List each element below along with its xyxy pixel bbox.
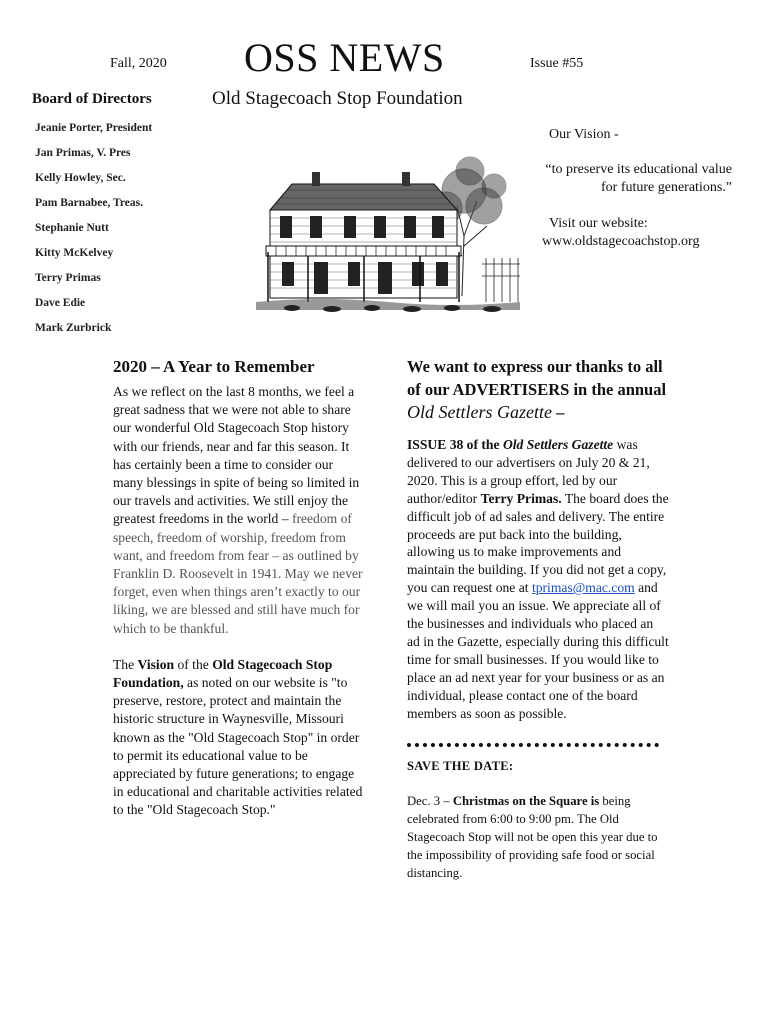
text: The board does the difficult job of ad sales and delivery. The entire proceeds are put back into the building, allowing us to make improvements and maintain the building. If you did not get a copy, you can request one at bbox=[407, 490, 669, 596]
article-heading: 2020 – A Year to Remember bbox=[113, 357, 315, 376]
board-member: Pam Barnabee, Treas. bbox=[35, 197, 143, 209]
advertisers-thanks-article bbox=[407, 355, 669, 894]
board-member: Dave Edie bbox=[35, 297, 86, 309]
gazette-name: Old Settlers Gazette bbox=[502, 437, 614, 452]
board-member: Mark Zurbrick bbox=[35, 322, 112, 334]
dotted-divider bbox=[407, 743, 659, 747]
article-paragraph bbox=[407, 436, 669, 723]
text: and we will mail you an issue. We appreciate all of the businesses and individuals who placed an ad in the Gazette, especially during this difficult time for small businesses. If you would like to place an ad next year for your business or as an individual, please contact one of the board members as soon as possible. bbox=[407, 580, 669, 721]
text: The bbox=[113, 656, 138, 672]
board-member: Kitty McKelvey bbox=[35, 247, 114, 259]
website-label: Visit our website: bbox=[549, 216, 648, 231]
save-the-date-heading: SAVE THE DATE: bbox=[407, 758, 514, 773]
board-member: Jeanie Porter, President bbox=[35, 122, 153, 134]
heading-text: We want to express our thanks to all of our ADVERTISERS in the annual bbox=[407, 357, 667, 399]
vision-label: Our Vision - bbox=[549, 127, 619, 142]
event-details: being celebrated from 6:00 to 9:00 pm. The Old Stagecoach Stop will not be open this year due to the impossibility of providing safe food or social distancing. bbox=[407, 793, 658, 880]
year-to-remember-article bbox=[113, 357, 365, 820]
board-member: Kelly Howley, Sec. bbox=[35, 172, 126, 184]
vision-word: Vision bbox=[137, 656, 175, 672]
article-paragraph bbox=[113, 383, 365, 638]
board-member: Jan Primas, V. Pres bbox=[35, 147, 131, 159]
board-heading: Board of Directors bbox=[32, 91, 152, 107]
article-heading bbox=[407, 355, 669, 424]
event-paragraph bbox=[407, 792, 669, 882]
email-link[interactable]: tprimas@mac.com bbox=[531, 580, 635, 596]
organization-name: Old Stagecoach Stop Foundation, bbox=[113, 656, 333, 691]
issue-label: ISSUE 38 of the bbox=[407, 437, 503, 452]
issue-number: Issue #55 bbox=[530, 56, 584, 71]
vision-quote: “to preserve its educational value for future generations.” bbox=[545, 162, 732, 195]
text: of the bbox=[174, 656, 213, 672]
article-text: As we reflect on the last 8 months, we feel a great sadness that we were not able to share our wonderful Old Stagecoach Stop history with our friends, near and far this season. It has certainly been a time to consider our many blessings in spite of being so limited in our travels and activities. We still enjoy the greatest freedoms in the world – bbox=[113, 384, 360, 527]
editor-name: Terry Primas. bbox=[480, 490, 562, 506]
board-member: Terry Primas bbox=[35, 272, 101, 284]
website-url[interactable]: www.oldstagecoachstop.org bbox=[542, 234, 700, 249]
gazette-title: Old Settlers Gazette bbox=[407, 402, 552, 422]
board-member: Stephanie Nutt bbox=[35, 222, 109, 234]
four-freedoms-text: freedom of speech, freedom of worship, freedom from want, and freedom from fear – as outlined by Franklin D. Roosevelt in 1941. May we never forget, even when things aren’t exactly to our liking, we are blessed and still have much for which to be thankful. bbox=[113, 511, 363, 636]
vision-box bbox=[540, 126, 740, 251]
issue-season: Fall, 2020 bbox=[110, 56, 167, 71]
newsletter-title: OSS NEWS bbox=[244, 35, 445, 80]
board-member-list bbox=[35, 120, 152, 345]
foundation-name: Old Stagecoach Stop Foundation bbox=[212, 88, 463, 109]
stagecoach-stop-building-illustration bbox=[252, 146, 524, 318]
event-date: Dec. 3 – bbox=[407, 793, 453, 808]
text: was delivered to our advertisers on July 20 & 21, 2020. This is a group effort, led by our author/editor bbox=[407, 437, 650, 506]
event-name: Christmas on the Square is bbox=[452, 793, 600, 808]
heading-dash: – bbox=[551, 403, 565, 422]
vision-paragraph bbox=[113, 656, 365, 820]
text: as noted on our website is "to preserve, restore, protect and maintain the historic structure in Waynesville, Missouri known as the "Old Stagecoach Stop" in order to permit its educational value to be appreciated by future generations; to engage in educational and charitable activities related to the "Old Stagecoach Stop." bbox=[113, 675, 363, 818]
